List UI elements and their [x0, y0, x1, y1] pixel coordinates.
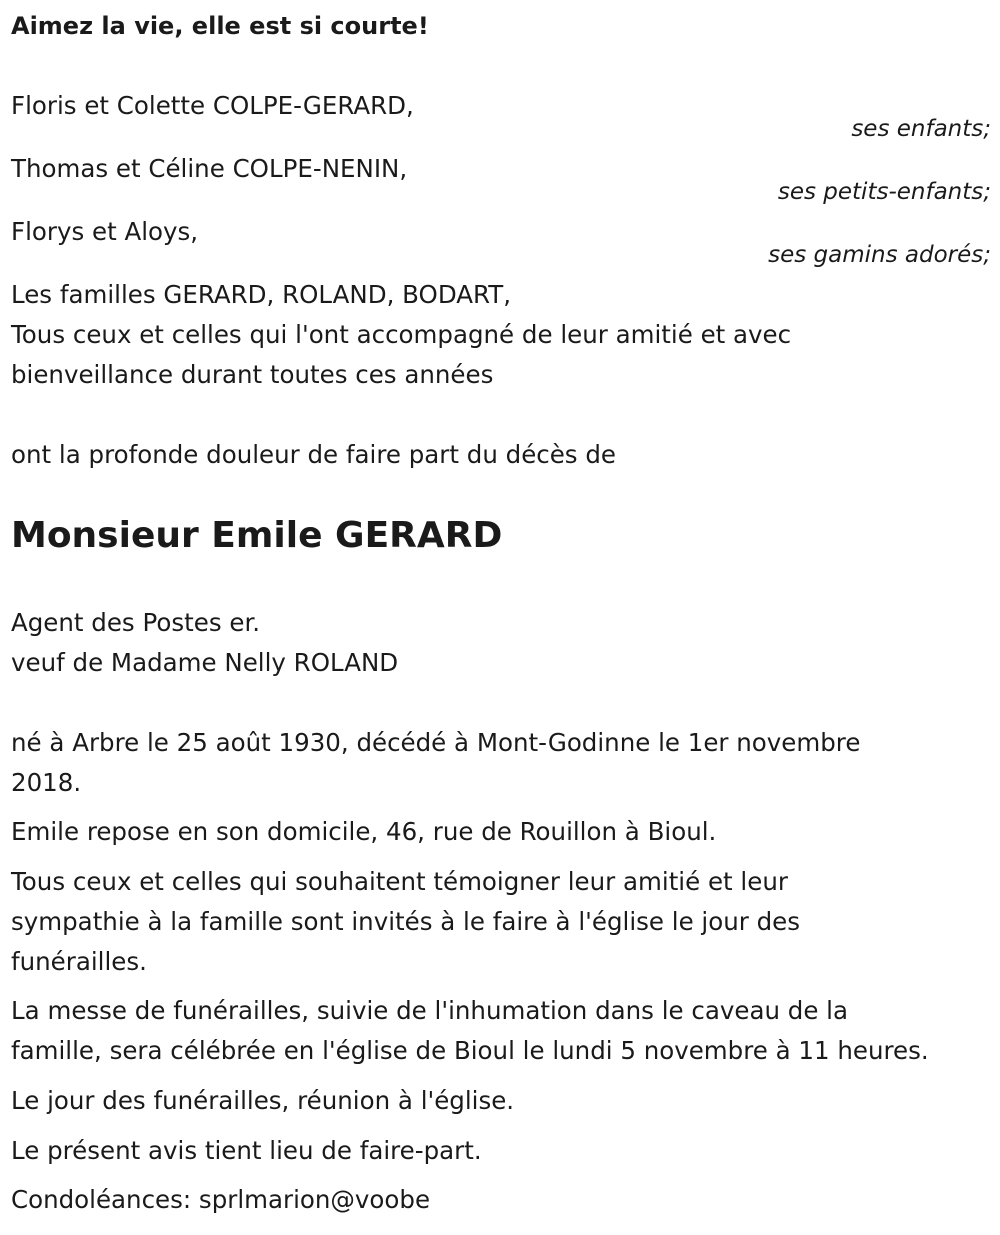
meeting: Le jour des funérailles, réunion à l'église. [11, 1086, 515, 1115]
family-kids-names: Florys et Aloys, [11, 217, 199, 246]
family-children-role: ses enfants; [851, 116, 991, 142]
notice: Le présent avis tient lieu de faire-part. [11, 1136, 482, 1165]
mass-line-1: La messe de funérailles, suivie de l'inhumation dans le caveau de la [11, 996, 849, 1025]
families-line: Les familles GERARD, ROLAND, BODART, [11, 280, 512, 309]
occupation: Agent des Postes er. [11, 608, 261, 637]
friends-line-1: Tous ceux et celles qui l'ont accompagné de leur amitié et avec [11, 320, 792, 349]
motto: Aimez la vie, elle est si courte! [11, 12, 429, 40]
family-grandchildren-names: Thomas et Céline COLPE-NENIN, [11, 154, 408, 183]
birth-death-line-2: 2018. [11, 768, 82, 797]
family-children-names: Floris et Colette COLPE-GERARD, [11, 91, 414, 120]
family-kids-role: ses gamins adorés; [768, 242, 991, 268]
sympathy-line-1: Tous ceux et celles qui souhaitent témoigner leur amitié et leur [11, 867, 788, 896]
birth-death-line-1: né à Arbre le 25 août 1930, décédé à Mont-Godinne le 1er novembre [11, 728, 861, 757]
mass-line-2: famille, sera célébrée en l'église de Bioul le lundi 5 novembre à 11 heures. [11, 1036, 929, 1065]
announcement: ont la profonde douleur de faire part du décès de [11, 440, 616, 469]
condolences: Condoléances: sprlmarion@voobe [11, 1185, 431, 1214]
sympathy-line-3: funérailles. [11, 947, 147, 976]
repose: Emile repose en son domicile, 46, rue de Rouillon à Bioul. [11, 817, 717, 846]
family-grandchildren-role: ses petits-enfants; [777, 179, 991, 205]
widower: veuf de Madame Nelly ROLAND [11, 648, 399, 677]
sympathy-line-2: sympathie à la famille sont invités à le faire à l'église le jour des [11, 907, 801, 936]
friends-line-2: bienveillance durant toutes ces années [11, 360, 494, 389]
deceased-name: Monsieur Emile GERARD [11, 515, 503, 556]
